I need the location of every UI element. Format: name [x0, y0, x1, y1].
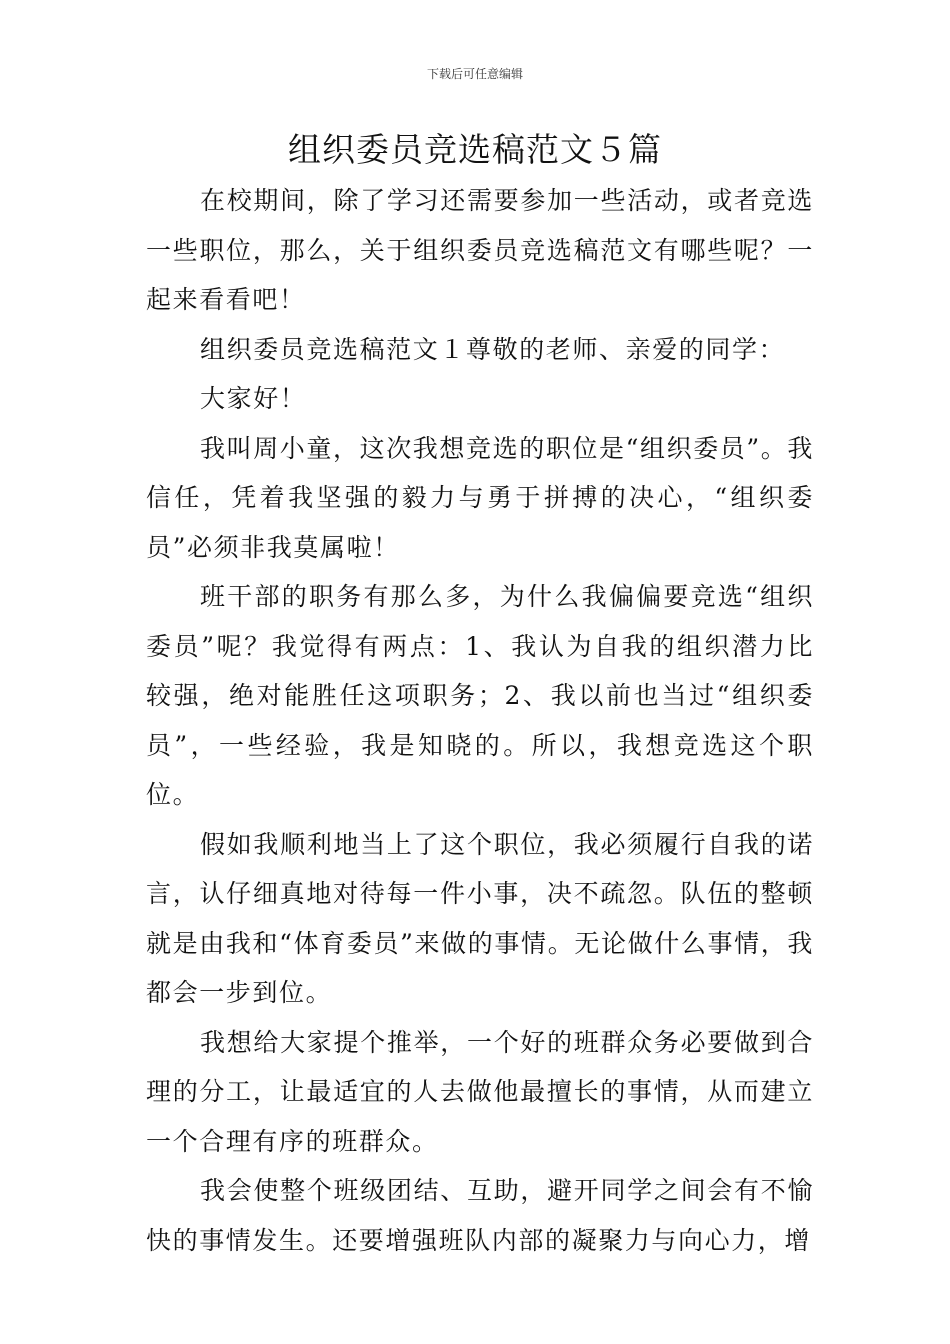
paragraph: 组织委员竞选稿范文１尊敬的老师、亲爱的同学：: [200, 334, 786, 364]
document-body: [146, 176, 814, 1265]
document-title: 组织委员竞选稿范文５篇: [288, 130, 662, 169]
paragraph: 大家好！: [200, 384, 307, 413]
paragraph: 我叫周小童，这次我想竞选的职位是“组织委员”。我信任，凭着我坚强的毅力与勇于拼搏的决心，“组织委员”必须非我莫属啦！: [146, 433, 814, 562]
paragraph: 我想给大家提个推举，一个好的班群众务必要做到合理的分工，让最适宜的人去做他最擅长的事情，从而建立一个合理有序的班群众。: [146, 1027, 814, 1156]
paragraph: 假如我顺利地当上了这个职位，我必须履行自我的诺言，认仔细真地对待每一件小事，决不疏忽。队伍的整顿就是由我和“体育委员”来做的事情。无论做什么事情，我都会一步到位。: [146, 829, 814, 1007]
header-note: 下载后可任意编辑: [426, 67, 523, 81]
paragraph: 我会使整个班级团结、互助，避开同学之间会有不愉快的事情发生。还要增强班队内部的凝聚力与向心力，增: [146, 1176, 814, 1255]
paragraph: 班干部的职务有那么多，为什么我偏偏要竞选“组织委员”呢？我觉得有两点：1、我认为自我的组织潜力比较强，绝对能胜任这项职务；2、我以前也当过“组织委员”，一些经验，我是知晓的。所以，我想竞选这个职位。: [146, 582, 814, 809]
paragraph: 在校期间，除了学习还需要参加一些活动，或者竞选一些职位，那么，关于组织委员竞选稿范文有哪些呢？一起来看看吧！: [146, 186, 814, 314]
